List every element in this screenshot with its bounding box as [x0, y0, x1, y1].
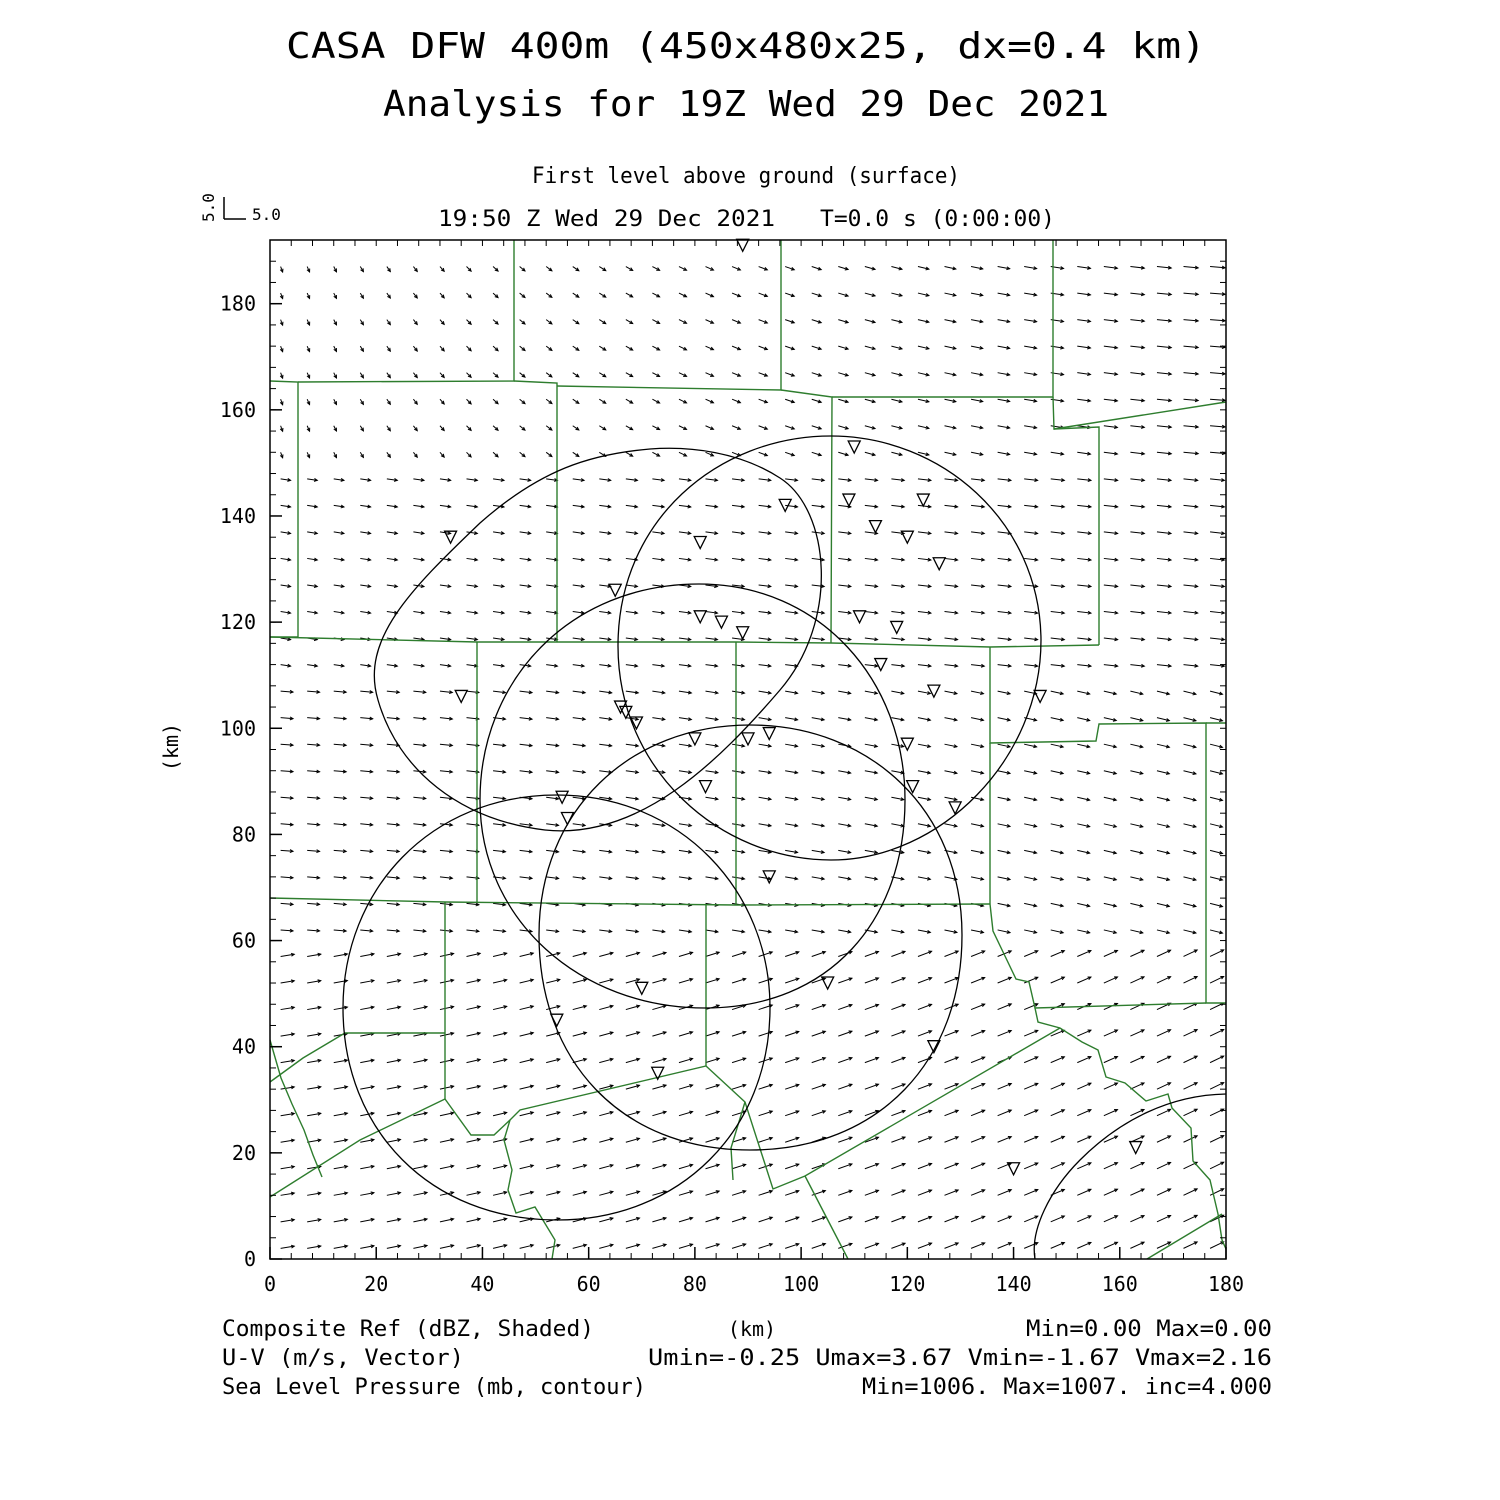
county-line [1053, 397, 1226, 429]
wind-vector [1024, 1137, 1038, 1143]
pressure-contour [1034, 1094, 1226, 1259]
wind-vector [998, 1031, 1012, 1037]
x-tick-label: 40 [470, 1272, 495, 1296]
y-tick-label: 0 [243, 1247, 256, 1271]
wind-vector [1104, 950, 1118, 956]
county-line [557, 240, 781, 390]
x-axis-label: (km) [727, 1317, 777, 1341]
wind-vector [1184, 1136, 1198, 1142]
wind-vector [1130, 950, 1144, 956]
county-line [504, 1120, 555, 1259]
footer-stats1: Min=0.00 Max=0.00 [1026, 1317, 1272, 1342]
wind-vector [998, 977, 1012, 983]
station-marker [1034, 690, 1046, 702]
x-tick-label: 20 [364, 1272, 389, 1296]
y-tick-label: 100 [219, 716, 256, 741]
model-time-label: T=0.0 s (0:00:00) [820, 207, 1055, 232]
wind-vector [1130, 1163, 1144, 1169]
wind-vector [1210, 1056, 1224, 1063]
vector-key [199, 193, 281, 224]
wind-vector [1024, 951, 1038, 957]
station-marker [742, 733, 754, 745]
county-line [270, 1033, 445, 1082]
wind-vector [1077, 1057, 1091, 1063]
station-marker [928, 685, 940, 697]
wind-vector [1051, 1030, 1065, 1036]
station-marker [715, 616, 727, 628]
station-marker [917, 494, 929, 506]
wind-vector [1051, 951, 1065, 957]
wind-vector [1024, 1030, 1038, 1036]
wind-vector [1104, 1030, 1118, 1036]
station-marker [556, 791, 568, 803]
y-tick-label: 20 [231, 1140, 256, 1165]
station-marker [763, 728, 775, 740]
county-line [781, 390, 832, 643]
wind-vector [1051, 1216, 1065, 1222]
wind-vector [1104, 1083, 1118, 1089]
wind-vector [1184, 950, 1198, 956]
station-marker [875, 659, 887, 671]
wind-vector [1024, 1190, 1038, 1196]
wind-vector [1157, 1083, 1171, 1089]
county-line [832, 240, 1053, 397]
wind-vector [1024, 1216, 1038, 1222]
wind-vector [1024, 977, 1038, 983]
wind-vector [1130, 1242, 1144, 1248]
county-line [1035, 1008, 1226, 1249]
wind-vector [998, 1243, 1012, 1249]
wind-vector [1051, 1243, 1065, 1249]
station-marker [933, 558, 945, 570]
pressure-contour [480, 584, 905, 1008]
x-tick-label: 60 [576, 1272, 601, 1296]
county-line [298, 240, 514, 382]
wind-vector [1051, 1110, 1065, 1116]
x-tick-label: 0 [263, 1272, 277, 1296]
county-line [514, 381, 557, 642]
wind-vector [1157, 1216, 1171, 1222]
station-marker [843, 494, 855, 506]
level-label: First level above ground (surface) [532, 164, 960, 189]
station-marker [848, 441, 860, 453]
chart-title-line1: CASA DFW 400m (450x480x25, dx=0.4 km) [286, 26, 1206, 67]
wind-vector [1051, 1057, 1065, 1063]
wind-vector [1184, 1189, 1198, 1195]
county-line [805, 1176, 848, 1259]
wind-vector [1157, 1189, 1171, 1195]
y-tick-label: 160 [219, 397, 256, 422]
wind-vector [1077, 1110, 1091, 1116]
wind-vector [998, 1110, 1012, 1116]
wind-vector [1210, 1083, 1224, 1090]
county-line [990, 904, 1206, 1008]
y-tick-label: 180 [219, 291, 256, 316]
wind-vector [1157, 1136, 1171, 1142]
station-marker [609, 584, 621, 596]
wind-vector [1184, 1242, 1198, 1248]
wind-vector [1130, 1056, 1144, 1062]
wind-vector [1024, 1110, 1038, 1116]
chart-title-line2: Analysis for 19Z Wed 29 Dec 2021 [383, 84, 1109, 125]
x-tick-label: 100 [783, 1272, 820, 1296]
wind-vector [1130, 1189, 1144, 1195]
wind-vector [1051, 1163, 1065, 1169]
wind-vector [1157, 1162, 1171, 1168]
station-marker [737, 239, 749, 251]
wind-vector [1077, 1136, 1091, 1142]
station-marker [694, 537, 706, 549]
wind-vector [1184, 977, 1198, 983]
wind-vector [1130, 977, 1144, 983]
wind-vector [1104, 1110, 1118, 1116]
wind-vector [1104, 1057, 1118, 1063]
wind-vector [998, 1084, 1012, 1090]
wind-vector [1184, 1030, 1198, 1036]
station-markers [445, 239, 1142, 1174]
wind-vector [1130, 1030, 1144, 1036]
wind-vector [1184, 1083, 1198, 1089]
footer-field2: U-V (m/s, Vector) [222, 1346, 464, 1371]
station-marker [763, 871, 775, 883]
wind-vector [1051, 977, 1065, 983]
wind-vector [1157, 1109, 1171, 1115]
y-tick-label: 80 [231, 822, 256, 847]
x-tick-label: 140 [995, 1272, 1032, 1296]
wind-vector [1184, 1056, 1198, 1062]
wind-vector [998, 1216, 1012, 1222]
wind-vector [1024, 1057, 1038, 1063]
wind-vector [1210, 1242, 1224, 1249]
station-marker [689, 733, 701, 745]
wind-vector [1051, 1083, 1065, 1089]
station-marker [694, 611, 706, 623]
wind-vector [1077, 951, 1091, 957]
footer-stats3: Min=1006. Max=1007. inc=4.000 [862, 1375, 1272, 1400]
wind-vector [1104, 977, 1118, 983]
valid-time-label: 19:50 Z Wed 29 Dec 2021 [438, 207, 775, 232]
station-marker [636, 982, 648, 994]
wind-vector [1210, 1136, 1224, 1143]
wind-vector [1077, 977, 1091, 983]
station-marker [1008, 1163, 1020, 1175]
wind-vector [1024, 1163, 1038, 1169]
wind-vector [1077, 1216, 1091, 1222]
wind-vectors [280, 266, 1225, 1248]
x-tick-label: 180 [1207, 1272, 1245, 1296]
wind-vector [1157, 1030, 1171, 1036]
station-marker [901, 738, 913, 750]
wind-vector [1210, 976, 1224, 983]
vector-key-y-label: 5.0 [199, 193, 218, 222]
y-tick-label: 140 [219, 503, 256, 528]
wind-vector [1157, 977, 1171, 983]
station-marker [700, 781, 712, 793]
station-marker [869, 521, 881, 533]
county-line [270, 1040, 322, 1177]
x-tick-label: 80 [682, 1272, 707, 1296]
wind-vector [998, 1190, 1012, 1196]
station-marker [1130, 1142, 1142, 1154]
pressure-contour [618, 436, 1041, 860]
wind-vector [1077, 1030, 1091, 1036]
wind-vector [1077, 1189, 1091, 1195]
wind-vector [1077, 1242, 1091, 1248]
wind-vector [1130, 1216, 1144, 1222]
wind-vector [1184, 1215, 1198, 1221]
y-tick-label: 40 [231, 1034, 256, 1059]
wind-vector [1210, 950, 1224, 957]
county-line [270, 381, 298, 637]
wind-vector [1104, 1189, 1118, 1195]
wind-vector [1104, 1163, 1118, 1169]
station-marker [854, 611, 866, 623]
wind-vector [1104, 1242, 1118, 1248]
footer-field3: Sea Level Pressure (mb, contour) [222, 1375, 646, 1400]
y-tick-label: 60 [231, 928, 256, 953]
footer-field1: Composite Ref (dBZ, Shaded) [222, 1317, 594, 1342]
y-axis-label: (km) [159, 722, 183, 772]
wind-vector [998, 1137, 1012, 1143]
footer-stats2: Umin=-0.25 Umax=3.67 Vmin=-1.67 Vmax=2.16 [648, 1346, 1272, 1371]
wind-vector [1157, 1242, 1171, 1248]
wind-vector [1051, 1136, 1065, 1142]
wind-vector [1024, 1243, 1038, 1249]
wind-vector [1104, 1216, 1118, 1222]
wind-vector [1024, 1083, 1038, 1089]
vector-key-x-label: 5.0 [252, 205, 281, 224]
wind-vector [998, 1004, 1012, 1010]
wind-vector [1077, 1163, 1091, 1169]
wind-vector [1077, 1083, 1091, 1089]
x-tick-label: 160 [1101, 1272, 1138, 1296]
x-tick-label: 120 [889, 1272, 926, 1296]
wind-vector [1130, 1083, 1144, 1089]
wind-vector [1184, 1109, 1198, 1115]
station-marker [891, 621, 903, 633]
station-marker [455, 690, 467, 702]
wind-vector [1157, 950, 1171, 956]
wind-vector [1157, 1056, 1171, 1062]
wind-vector [1210, 1162, 1224, 1169]
y-tick-label: 120 [219, 610, 256, 635]
wind-vector [1210, 1030, 1224, 1037]
station-marker [737, 627, 749, 639]
